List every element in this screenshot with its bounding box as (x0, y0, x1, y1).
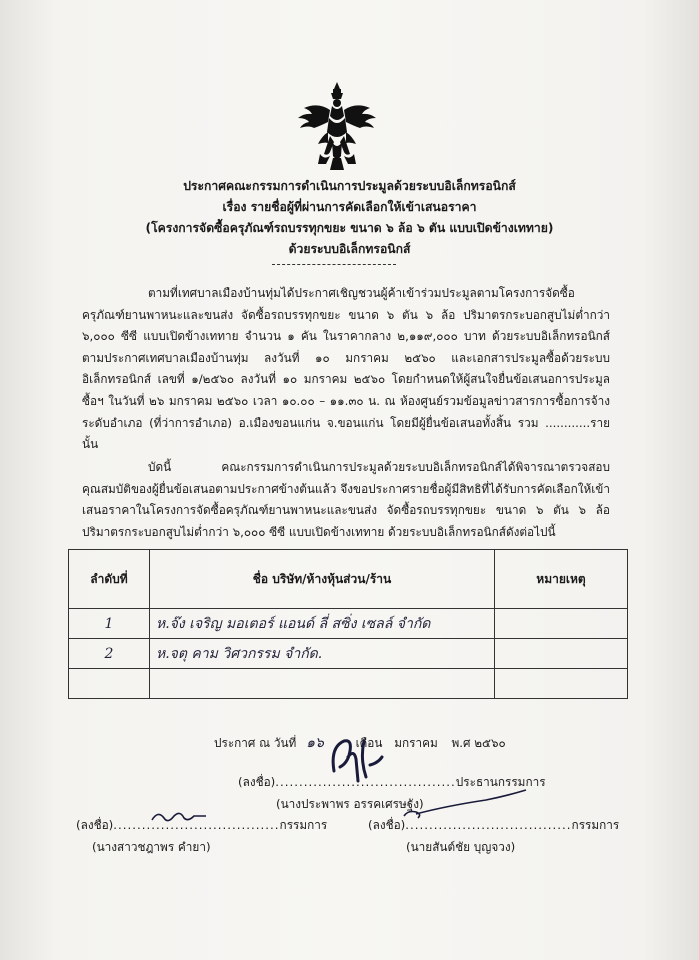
table-row (69, 669, 628, 699)
row-order: 1 (69, 609, 150, 639)
member2-sign-label: (ลงชื่อ) (368, 818, 406, 832)
member1-name: (นางสาวชฎาพร คำยา) (92, 840, 211, 854)
announcement-title: ประกาศคณะกรรมการดำเนินการประมูลด้วยระบบอิเล็กทรอนิกส์ (183, 179, 516, 193)
date-year: พ.ศ ๒๕๖๐ (451, 736, 506, 750)
table-row (69, 609, 628, 639)
row-order: 2 (69, 639, 150, 669)
date-day: ๑๖ (306, 735, 324, 751)
chair-role: ประธานกรรมการ (455, 775, 546, 789)
qualified-bidders-table (68, 549, 628, 699)
title-divider (272, 264, 396, 265)
header-order: ลำดับที่ (69, 550, 150, 609)
chair-sign-label: (ลงชื่อ) (238, 775, 276, 789)
table-header-row (69, 550, 628, 609)
row-remarks (495, 609, 628, 639)
row-company-name: ห.จ๊ง เจริญ มอเตอร์ แอนด์ ลี่ สซิ่ง เซลล์ จำกัด (150, 609, 495, 639)
row-company-name (150, 669, 495, 699)
header-remarks: หมายเหตุ (495, 550, 628, 609)
row-company-name: ห.จตุ คาม วิศวกรรม จำกัด. (150, 639, 495, 669)
date-month-label: เดือน (355, 736, 383, 750)
member1-role: กรรมการ (279, 818, 328, 832)
method-title: ด้วยระบบอิเล็กทรอนิกส์ (288, 242, 411, 256)
paragraph-announcement: บัดนี้ คณะกรรมการดำเนินการประมูลด้วยระบบอิเล็กทรอนิกส์ได้พิจารณาตรวจสอบคุณสมบัติของผู้ยื่นข้อเสนอตามประกาศข้างต้นแล้ว จึงขอประกาศรายชื่อผู้มีสิทธิที่ได้รับการคัดเลือกให้เข้าเสนอราคาในโครงการจัดซื้อครุภัณฑ์ยานพาหนะและขนส่ง จัดซื้อรถบรรทุกขยะ ขนาด ๖ ตัน ๖ ล้อ ปริมาตรกระบอกสูบไม่ต่ำกว่า ๖,๐๐๐ ซีซี แบบเปิดข้างเททาย ด้วยระบบอิเล็กทรอนิกส์ดังต่อไปนี้ (82, 460, 610, 539)
member1-sign-line: (ลงชื่อ)...................................กรรมการ (76, 818, 328, 832)
project-title: (โครงการจัดซื้อครุภัณฑ์รถบรรทุกขยะ ขนาด ๖ ล้อ ๖ ตัน แบบเปิดข้างเททาย) (145, 221, 554, 235)
garuda-emblem-icon (296, 80, 378, 172)
date-month: มกราคม (394, 736, 438, 750)
header-company-name: ชื่อ บริษัท/ห้างหุ้นส่วน/ร้าน (150, 550, 495, 609)
member2-role: กรรมการ (571, 818, 620, 832)
announcement-subject: เรื่อง รายชื่อผู้ที่ผ่านการคัดเลือกให้เข้าเสนอราคา (222, 200, 477, 214)
row-remarks (495, 669, 628, 699)
row-order (69, 669, 150, 699)
table-row (69, 639, 628, 669)
member1-sign-label: (ลงชื่อ) (76, 818, 114, 832)
member2-name: (นายสันต์ชัย บุญจวง) (406, 840, 516, 854)
chair-sign-line: (ลงชื่อ)......................................ประธานกรรมการ (238, 775, 546, 789)
row-remarks (495, 639, 628, 669)
chair-name: (นางประพาพร อรรคเศรษฐัง) (276, 797, 424, 811)
member2-sign-line: (ลงชื่อ)...................................กรรมการ (368, 818, 620, 832)
paragraph-background: ตามที่เทศบาลเมืองบ้านทุ่มได้ประกาศเชิญชวนผู้ค้าเข้าร่วมประมูลตามโครงการจัดซื้อครุภัณฑ์ยานพาหนะและขนส่ง จัดซื้อรถบรรทุกขยะ ขนาด ๖ ตัน ๖ ล้อ ปริมาตรกระบอกสูบไม่ต่ำกว่า ๖,๐๐๐ ซีซี แบบเปิดข้างเททาย จำนวน ๑ คัน ในราคากลาง ๒,๑๑๙,๐๐๐ บาท ด้วยระบบอิเล็กทรอนิกส์ ตามประกาศเทศบาลเมืองบ้านทุ่ม ลงวันที่ ๑๐ มกราคม ๒๕๖๐ และเอกสารประมูลซื้อด้วยระบบอิเล็กทรอนิกส์ เลขที่ ๑/๒๕๖๐ ลงวันที่ ๑๐ มกราคม ๒๕๖๐ โดยกำหนดให้ผู้สนใจยื่นข้อเสนอการประมูลซื้อฯ ในวันที่ ๒๖ มกราคม ๒๕๖๐ เวลา ๑๐.๐๐ – ๑๑.๓๐ น. ณ ห้องศูนย์รวมข้อมูลข่าวสารการซื้อการจ้างระดับอำเภอ (ที่ว่าการอำเภอ) อ.เมืองขอนแก่น จ.ขอนแก่น โดยมีผู้ยื่นข้อเสนอทั้งสิ้น รวม ............ราย นั้น (82, 286, 610, 452)
date-prefix: ประกาศ ณ วันที่ (214, 736, 297, 750)
